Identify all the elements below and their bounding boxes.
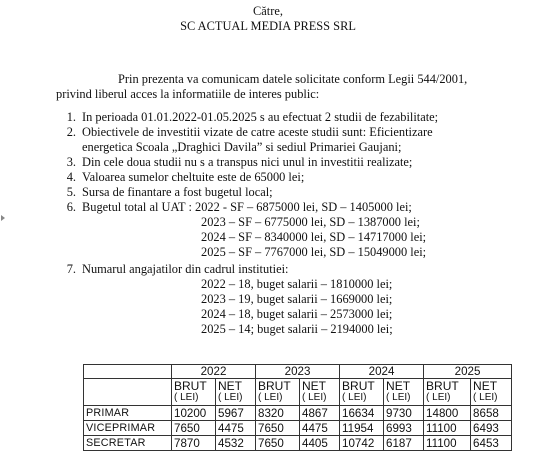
table-cell: 14800 (424, 406, 471, 421)
list-item (56, 185, 526, 200)
list-item-number: 1. (66, 110, 76, 124)
year-header: 2024 (340, 365, 424, 379)
list-item-continuation (56, 140, 526, 155)
list-item (56, 200, 526, 215)
table-row (84, 436, 512, 451)
table-cell: 4405 (300, 436, 340, 451)
year-header: 2022 (172, 365, 256, 379)
table-cell: 7650 (256, 421, 300, 436)
list-item (56, 110, 526, 125)
list-item-number: 7. (66, 262, 76, 276)
page-edge-arrow-icon (0, 210, 6, 216)
employee-line: 2025 – 14; buget salarii – 2194000 lei; (201, 322, 393, 336)
list-item (56, 125, 526, 140)
list-item (56, 170, 526, 185)
table-cell: 7870 (172, 436, 216, 451)
list-item-text: In perioada 01.01.2022-01.05.2025 s au efectuat 2 studii de fezabilitate; (82, 110, 439, 124)
net-header: NET ( LEI) (471, 379, 512, 406)
row-label: VICEPRIMAR (84, 421, 172, 436)
table-cell: 5967 (216, 406, 256, 421)
row-label: SECRETAR (84, 436, 172, 451)
table-cell: 4532 (216, 436, 256, 451)
table-corner-cell (84, 365, 172, 379)
salary-table (83, 364, 512, 451)
brut-header: BRUT ( LEI) (424, 379, 471, 406)
table-cell: 4475 (216, 421, 256, 436)
table-cell: 9730 (384, 406, 424, 421)
intro-line-2: privind liberul acces la informatiile de interes public: (56, 87, 320, 101)
budget-line: 2023 – SF – 6775000 lei, SD – 1387000 lei; (201, 215, 420, 229)
employee-line: 2022 – 18, buget salarii – 1810000 lei; (201, 277, 393, 291)
list-item-text: energetica Scoala „Draghici Davila” si sediul Primariei Gaujani; (82, 140, 402, 154)
table-cell: 4867 (300, 406, 340, 421)
table-cell: 6993 (384, 421, 424, 436)
list-item-text: Obiectivele de investitii vizate de catre aceste studii sunt: Eficientizare (82, 125, 433, 139)
salutation: Către, (253, 4, 283, 18)
year-header: 2025 (424, 365, 512, 379)
list-item-number: 5. (66, 185, 76, 199)
table-cell: 16634 (340, 406, 384, 421)
list-item (56, 262, 526, 277)
table-cell: 10742 (340, 436, 384, 451)
table-cell: 7650 (172, 421, 216, 436)
table-header-row (84, 379, 512, 406)
list-item (56, 155, 526, 170)
table-cell: 8320 (256, 406, 300, 421)
brut-header: BRUT ( LEI) (256, 379, 300, 406)
list-item-text: Din cele doua studii nu s a transpus nici unul in investitii realizate; (82, 155, 413, 169)
table-cell: 6453 (471, 436, 512, 451)
brut-header: BRUT ( LEI) (172, 379, 216, 406)
intro-line-1: Prin prezenta va comunicam datele solicitate conform Legii 544/2001, (118, 72, 468, 86)
employee-line: 2024 – 18, buget salarii – 2573000 lei; (201, 307, 393, 321)
list-item-text: Numarul angajatilor din cadrul institutiei: (82, 262, 289, 276)
table-year-row (84, 365, 512, 379)
table-cell: 7650 (256, 436, 300, 451)
list-item-text: Valoarea sumelor cheltuite este de 65000 lei; (82, 170, 305, 184)
net-header: NET ( LEI) (216, 379, 256, 406)
list-item-number: 3. (66, 155, 76, 169)
net-header: NET ( LEI) (300, 379, 340, 406)
employee-line: 2023 – 19, buget salarii – 1669000 lei; (201, 292, 393, 306)
year-header: 2023 (256, 365, 340, 379)
list-item-text: Bugetul total al UAT : 2022 - SF – 6875000 lei, SD – 1405000 lei; (82, 200, 412, 214)
net-header: NET ( LEI) (384, 379, 424, 406)
row-label: PRIMAR (84, 406, 172, 421)
table-cell: 4475 (300, 421, 340, 436)
table-cell: 11100 (424, 436, 471, 451)
table-cell: 6187 (384, 436, 424, 451)
table-cell: 11100 (424, 421, 471, 436)
table-cell: 10200 (172, 406, 216, 421)
table-cell: 6493 (471, 421, 512, 436)
numbered-list (56, 110, 526, 215)
list-item-number: 6. (66, 200, 76, 214)
table-cell: 8658 (471, 406, 512, 421)
budget-line: 2024 – SF – 8340000 lei, SD – 14717000 lei; (201, 230, 427, 244)
list-item-number: 2. (66, 125, 76, 139)
table-row (84, 406, 512, 421)
list-item-number: 4. (66, 170, 76, 184)
table-row (84, 421, 512, 436)
brut-header: BRUT ( LEI) (340, 379, 384, 406)
recipient-name: SC ACTUAL MEDIA PRESS SRL (180, 19, 356, 33)
table-cell: 11954 (340, 421, 384, 436)
budget-line: 2025 – SF – 7767000 lei, SD – 15049000 lei; (201, 245, 427, 259)
list-item-text: Sursa de finantare a fost bugetul local; (82, 185, 273, 199)
table-label-header (84, 379, 172, 406)
